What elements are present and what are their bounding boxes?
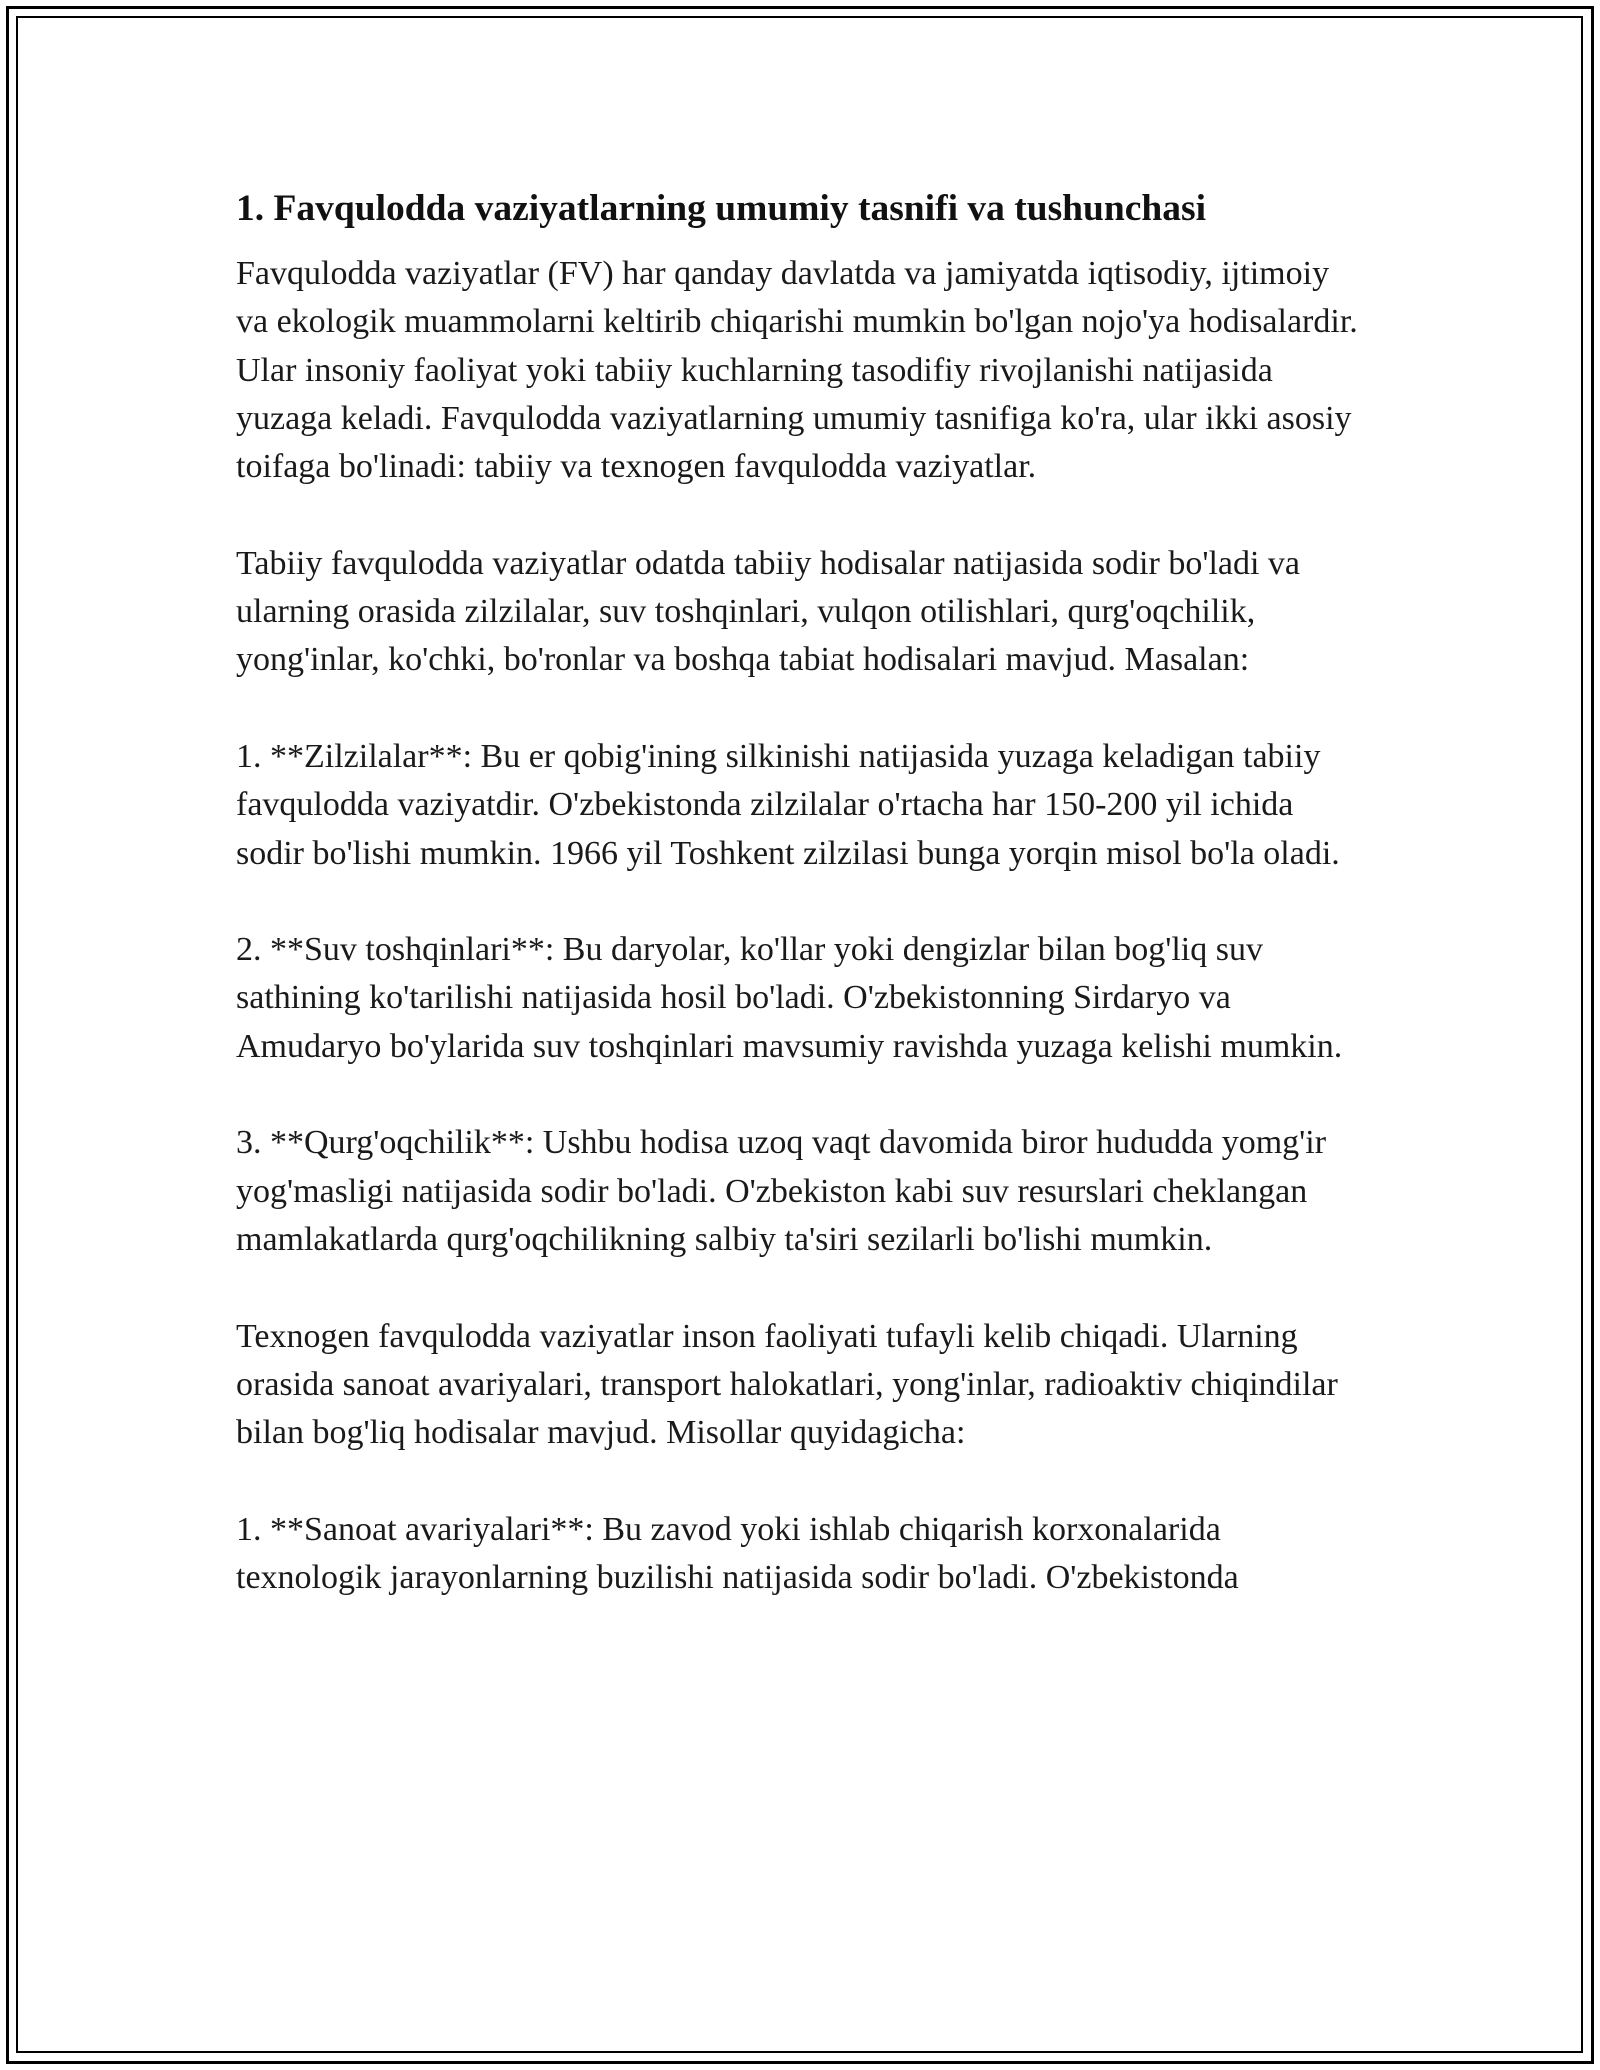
- list-item-earthquakes: 1. **Zilzilalar**: Bu er qobig'ining silkinishi natijasida yuzaga keladigan tabiiy favqulodda vaziyatdir. O'zbekistonda zilzilalar o'rtacha har 150-200 yil ichida sodir bo'lishi mumkin. 1966 yil Toshkent zilzilasi bunga yorqin misol bo'la oladi.: [236, 737, 1340, 872]
- paragraph-intro: Favqulodda vaziyatlar (FV) har qanday davlatda va jamiyatda iqtisodiy, ijtimoiy va ekologik muammolarni keltirib chiqarishi mumkin bo'lgan nojo'ya hodisalardir. Ular insoniy faoliyat yoki tabiiy kuchlarning tasodifiy rivojlanishi natijasida yuzaga keladi. Favqulodda vaziyatlarning umumiy tasnifiga ko'ra, ular ikki asosiy toifaga bo'linadi: tabiiy va texnogen favqulodda vaziyatlar.: [236, 255, 1358, 486]
- paragraph-natural-emergencies: Tabiiy favqulodda vaziyatlar odatda tabiiy hodisalar natijasida sodir bo'ladi va ularning orasida zilzilalar, suv toshqinlari, vulqon otilishlari, qurg'oqchilik, yong'inlar, ko'chki, bo'ronlar va boshqa tabiat hodisalari mavjud. Masalan:: [236, 544, 1301, 679]
- document-body: [236, 185, 1366, 1651]
- list-item-industrial-accidents: 1. **Sanoat avariyalari**: Bu zavod yoki ishlab chiqarish korxonalarida texnologik jarayonlarning buzilishi natijasida sodir bo'ladi. O'zbekistonda: [236, 1510, 1239, 1597]
- section-title: 1. Favqulodda vaziyatlarning umumiy tasnifi va tushunchasi: [236, 188, 1207, 229]
- list-item-drought: 3. **Qurg'oqchilik**: Ushbu hodisa uzoq vaqt davomida biror hududda yomg'ir yog'masligi natijasida sodir bo'ladi. O'zbekiston kabi suv resurslari cheklangan mamlakatlarda qurg'oqchilikning salbiy ta'siri sezilarli bo'lishi mumkin.: [236, 1124, 1327, 1258]
- list-item-floods: 2. **Suv toshqinlari**: Bu daryolar, ko'llar yoki dengizlar bilan bog'liq suv sathining ko'tarilishi natijasida hosil bo'ladi. O'zbekistonning Sirdaryo va Amudaryo bo'ylarida suv toshqinlari mavsumiy ravishda yuzaga kelishi mumkin.: [236, 931, 1343, 1065]
- paragraph-technogenic-emergencies: Texnogen favqulodda vaziyatlar inson faoliyati tufayli kelib chiqadi. Ularning orasida sanoat avariyalari, transport halokatlari, yong'inlar, radioaktiv chiqindilar bilan bog'liq hodisalar mavjud. Misollar quyidagicha:: [236, 1317, 1338, 1452]
